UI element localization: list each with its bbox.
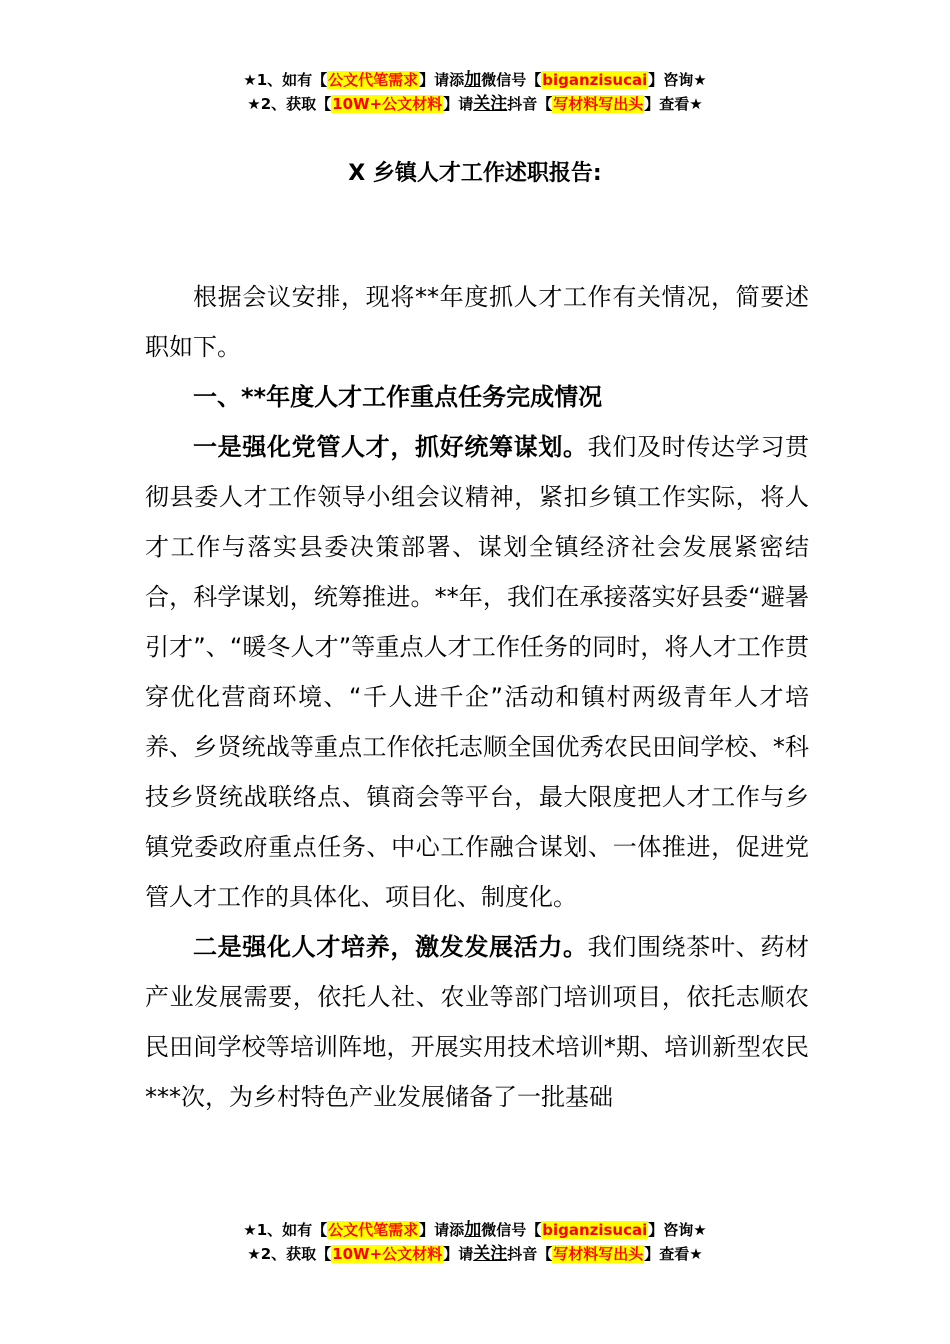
promo-emphasis: 加: [464, 1220, 482, 1240]
document-body: [145, 272, 809, 1122]
promo-line-2: [0, 1242, 950, 1266]
promo-text: 抖音【: [507, 95, 553, 113]
promo-line-1: [0, 1218, 950, 1242]
promo-text: 微信号【: [481, 1221, 542, 1239]
promo-text: ★1、如有【: [243, 1221, 328, 1239]
promo-text: 】查看★: [644, 95, 703, 113]
paragraph-2-lead: 二是强化人才培养，激发发展活力。: [193, 933, 588, 961]
promo-text: 】请: [443, 95, 474, 113]
promo-line-1: [0, 68, 950, 92]
promo-text: 微信号【: [481, 71, 542, 89]
paragraph-1-body: 我们及时传达学习贯彻县委人才工作领导小组会议精神，紧扣乡镇工作实际，将人才工作与落实县委决策部署、谋划全镇经济社会发展紧密结合，科学谋划，统筹推进。**年，我们在承接落实好县委“避暑引才”、“暖冬人才”等重点人才工作任务的同时，将人才工作贯穿优化营商环境、“千人进千企”活动和镇村两级青年人才培养、乡贤统战等重点工作依托志顺全国优秀农民田间学校、*科技乡贤统战联络点、镇商会等平台，最大限度把人才工作与乡镇党委政府重点任务、中心工作融合谋划、一体推进，促进党管人才工作的具体化、项目化、制度化。: [145, 433, 810, 911]
promo-emphasis: 关注: [473, 94, 508, 114]
promo-highlight: 10W+公文材料: [332, 95, 443, 113]
promo-highlight: 写材料写出头: [553, 1245, 644, 1263]
promo-emphasis: 关注: [473, 1244, 508, 1264]
paragraph-2: [145, 922, 809, 1122]
intro-paragraph: 根据会议安排，现将**年度抓人才工作有关情况，简要述职如下。: [145, 283, 809, 361]
promo-highlight: biganzisucai: [542, 1221, 648, 1239]
promo-highlight: 写材料写出头: [553, 95, 644, 113]
promo-text: 】请添: [419, 71, 465, 89]
promo-highlight: 公文代笔需求: [328, 71, 419, 89]
section-heading: 一、**年度人才工作重点任务完成情况: [193, 383, 603, 411]
document-title: X 乡镇人才工作述职报告:: [348, 161, 602, 186]
promo-banner-bottom: [0, 1218, 950, 1266]
promo-text: ★2、获取【: [247, 1245, 332, 1263]
paragraph-2-body: 我们围绕茶叶、药材产业发展需要，依托人社、农业等部门培训项目，依托志顺农民田间学校等培训阵地，开展实用技术培训*期、培训新型农民***次，为乡村特色产业发展储备了一批基础: [145, 933, 810, 1111]
promo-text: ★2、获取【: [247, 95, 332, 113]
promo-highlight: biganzisucai: [542, 71, 648, 89]
promo-text: 】咨询★: [648, 1221, 707, 1239]
promo-text: 】查看★: [644, 1245, 703, 1263]
paragraph-1-lead: 一是强化党管人才，抓好统筹谋划。: [193, 433, 588, 461]
promo-text: 抖音【: [507, 1245, 553, 1263]
promo-emphasis: 加: [464, 70, 482, 90]
promo-text: 】请: [443, 1245, 474, 1263]
promo-banner-top: [0, 68, 950, 116]
paragraph-1: [145, 422, 809, 922]
promo-highlight: 公文代笔需求: [328, 1221, 419, 1239]
promo-line-2: [0, 92, 950, 116]
promo-text: 】咨询★: [648, 71, 707, 89]
promo-text: ★1、如有【: [243, 71, 328, 89]
promo-text: 】请添: [419, 1221, 465, 1239]
promo-highlight: 10W+公文材料: [332, 1245, 443, 1263]
